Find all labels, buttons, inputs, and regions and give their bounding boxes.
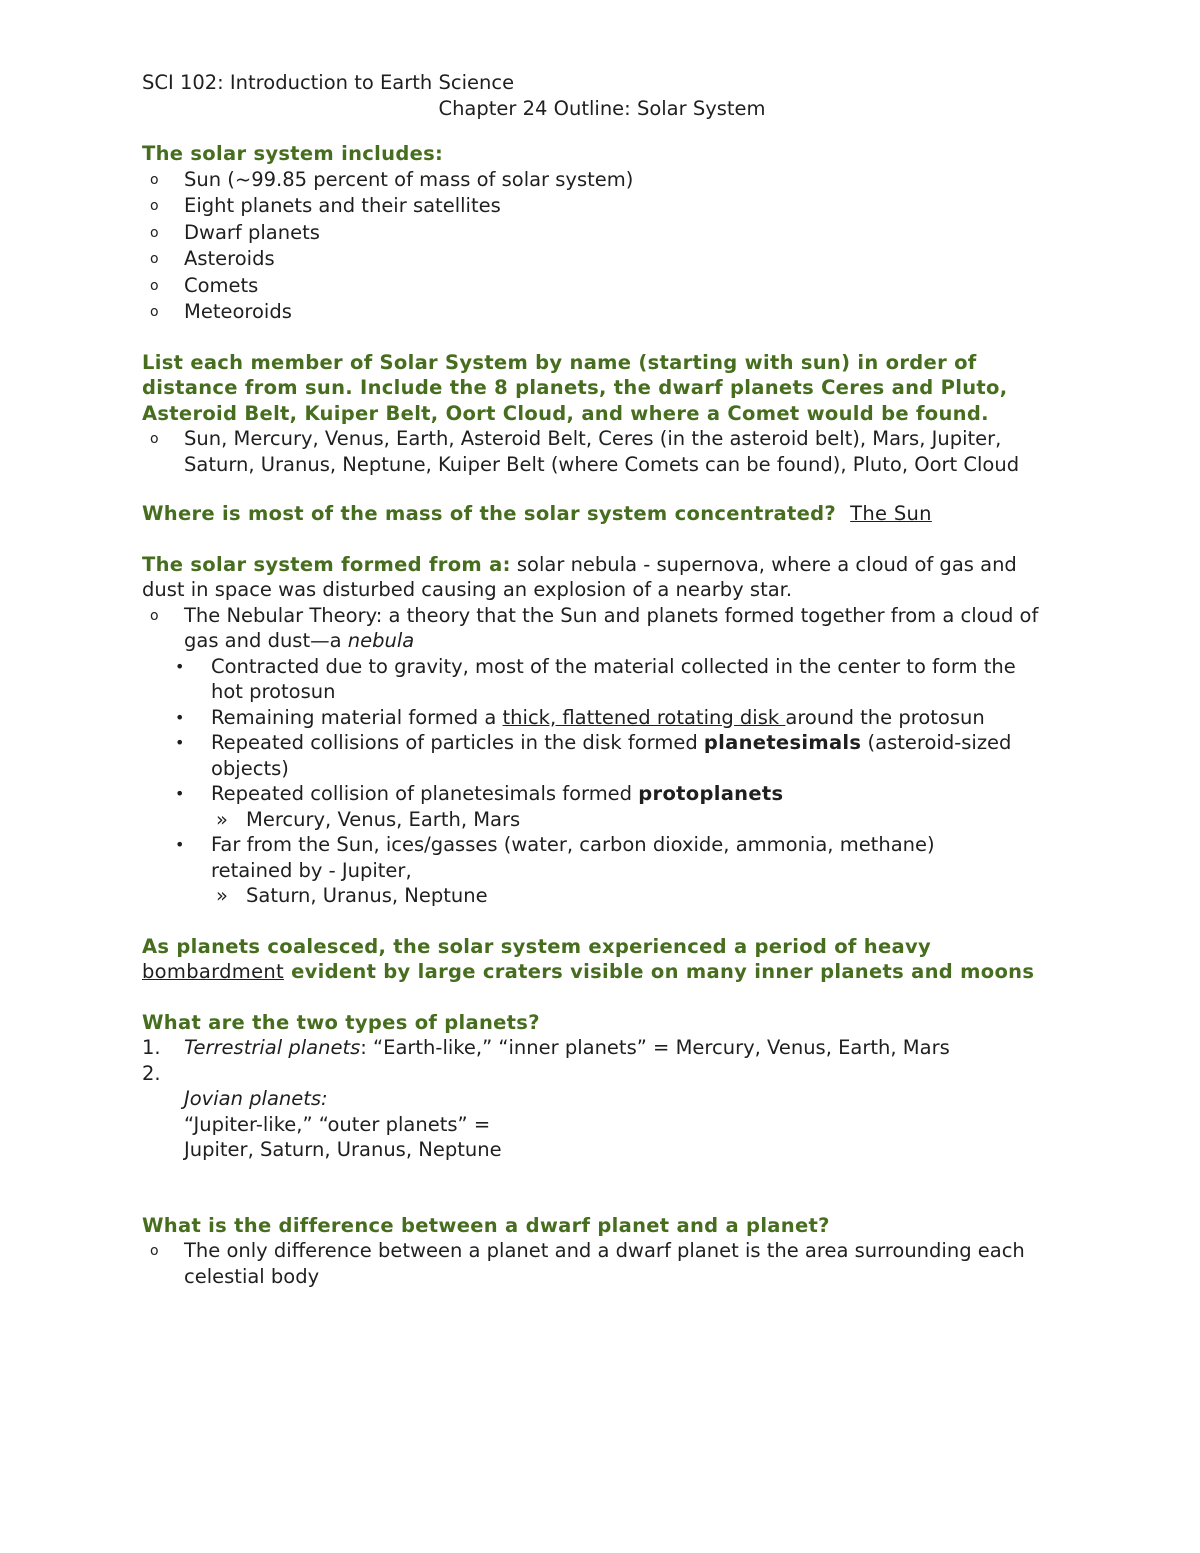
list-item: Jupiter, Saturn, Uranus, Neptune bbox=[184, 1138, 502, 1161]
circle-bullet-icon: o bbox=[150, 251, 159, 267]
list-item: o Dwarf planets bbox=[142, 220, 1062, 247]
list-item: o Meteoroids bbox=[142, 299, 1062, 326]
circle-bullet-icon: o bbox=[150, 198, 159, 214]
circle-bullet-icon: o bbox=[150, 431, 159, 447]
circle-bullet-icon: o bbox=[150, 607, 159, 624]
circle-bullet-icon: o bbox=[150, 277, 159, 294]
dwarf-planet-answer: The only difference between a planet and a dwarf planet is the area surrounding each celestial body bbox=[184, 1239, 1025, 1288]
dot-bullet-icon: • bbox=[175, 784, 185, 803]
chapter-title: Chapter 24 Outline: Solar System bbox=[438, 96, 766, 120]
list-item: » Mercury, Venus, Earth, Mars bbox=[216, 807, 521, 831]
mass-question: Where is most of the mass of the solar system concentrated? The Sun bbox=[142, 502, 932, 525]
list-item bbox=[142, 426, 1054, 477]
dot-bullet-icon: • bbox=[175, 656, 185, 676]
list-item: • Remaining material formed a thick, flattened rotating disk around the protosun bbox=[175, 705, 985, 729]
dot-bullet-icon: • bbox=[175, 835, 185, 854]
mass-answer: The Sun bbox=[850, 502, 932, 525]
list-item: • Far from the Sun, ices/gasses (water, carbon dioxide, ammonia, methane) retained by - Jupiter, bbox=[175, 833, 935, 882]
bombardment-paragraph: As planets coalesced, the solar system experienced a period of heavy bombardment evident by large craters visible on many inner planets and moons bbox=[142, 934, 1035, 983]
dwarf-planet-question: What is the difference between a dwarf planet and a planet? bbox=[142, 1213, 830, 1237]
list-item: o Eight planets and their satellites bbox=[142, 193, 1062, 220]
section-heading-includes: The solar system includes: bbox=[142, 142, 444, 165]
list-item: • Repeated collisions of particles in the disk formed planetesimals (asteroid-sized objects) bbox=[175, 731, 1012, 780]
list-item: Jovian planets: bbox=[184, 1087, 328, 1110]
list-item: • Repeated collision of planetesimals formed protoplanets bbox=[175, 782, 784, 805]
list-item: o Sun (~99.85 percent of mass of solar system) bbox=[142, 167, 1062, 194]
circle-bullet-icon: o bbox=[150, 1243, 159, 1259]
section-heading-list-members: List each member of Solar System by name (starting with sun) in order of distance from sun. Include the 8 planets, the dwarf planets Ceres and Pluto, Asteroid Belt, Kuiper Belt, Oort Cloud, and where a Comet would be found. bbox=[142, 350, 1008, 425]
planet-types-heading: What are the two types of planets? bbox=[142, 1010, 540, 1034]
circle-bullet-icon: o bbox=[150, 224, 159, 241]
list-item: o Comets bbox=[142, 273, 1062, 300]
members-answer: Sun, Mercury, Venus, Earth, Asteroid Belt, Ceres (in the asteroid belt), Mars, Jupiter, Saturn, Uranus, Neptune, Kuiper Belt (where Comets can be found), Pluto, Oort Cloud bbox=[184, 427, 1020, 476]
list-item: 2. bbox=[142, 1061, 161, 1085]
list-item: o The Nebular Theory: a theory that the Sun and planets formed together from a cloud of gas and dust—a nebula bbox=[150, 603, 1039, 652]
list-item: “Jupiter-like,” “outer planets” = bbox=[184, 1112, 491, 1136]
circle-bullet-icon: o bbox=[150, 171, 159, 188]
list-item: • Contracted due to gravity, most of the material collected in the center to form the hot protosun bbox=[175, 654, 1016, 703]
list-item bbox=[142, 1238, 1064, 1289]
dot-bullet-icon: • bbox=[175, 707, 185, 727]
dot-bullet-icon: • bbox=[175, 733, 185, 752]
circle-bullet-icon: o bbox=[150, 304, 159, 320]
document-page bbox=[142, 70, 1062, 1289]
list-item: 1. Terrestrial planets: “Earth-like,” “inner planets” = Mercury, Venus, Earth, Mars bbox=[142, 1036, 950, 1059]
double-chevron-icon: » bbox=[216, 884, 228, 907]
list-item: » Saturn, Uranus, Neptune bbox=[216, 884, 488, 907]
list-item: o Asteroids bbox=[142, 246, 1062, 273]
double-chevron-icon: » bbox=[216, 807, 228, 831]
formation-paragraph: The solar system formed from a: solar nebula - supernova, where a cloud of gas and dust in space was disturbed causing an explosion of a nearby star. bbox=[142, 552, 1017, 601]
course-title: SCI 102: Introduction to Earth Science bbox=[142, 71, 515, 94]
